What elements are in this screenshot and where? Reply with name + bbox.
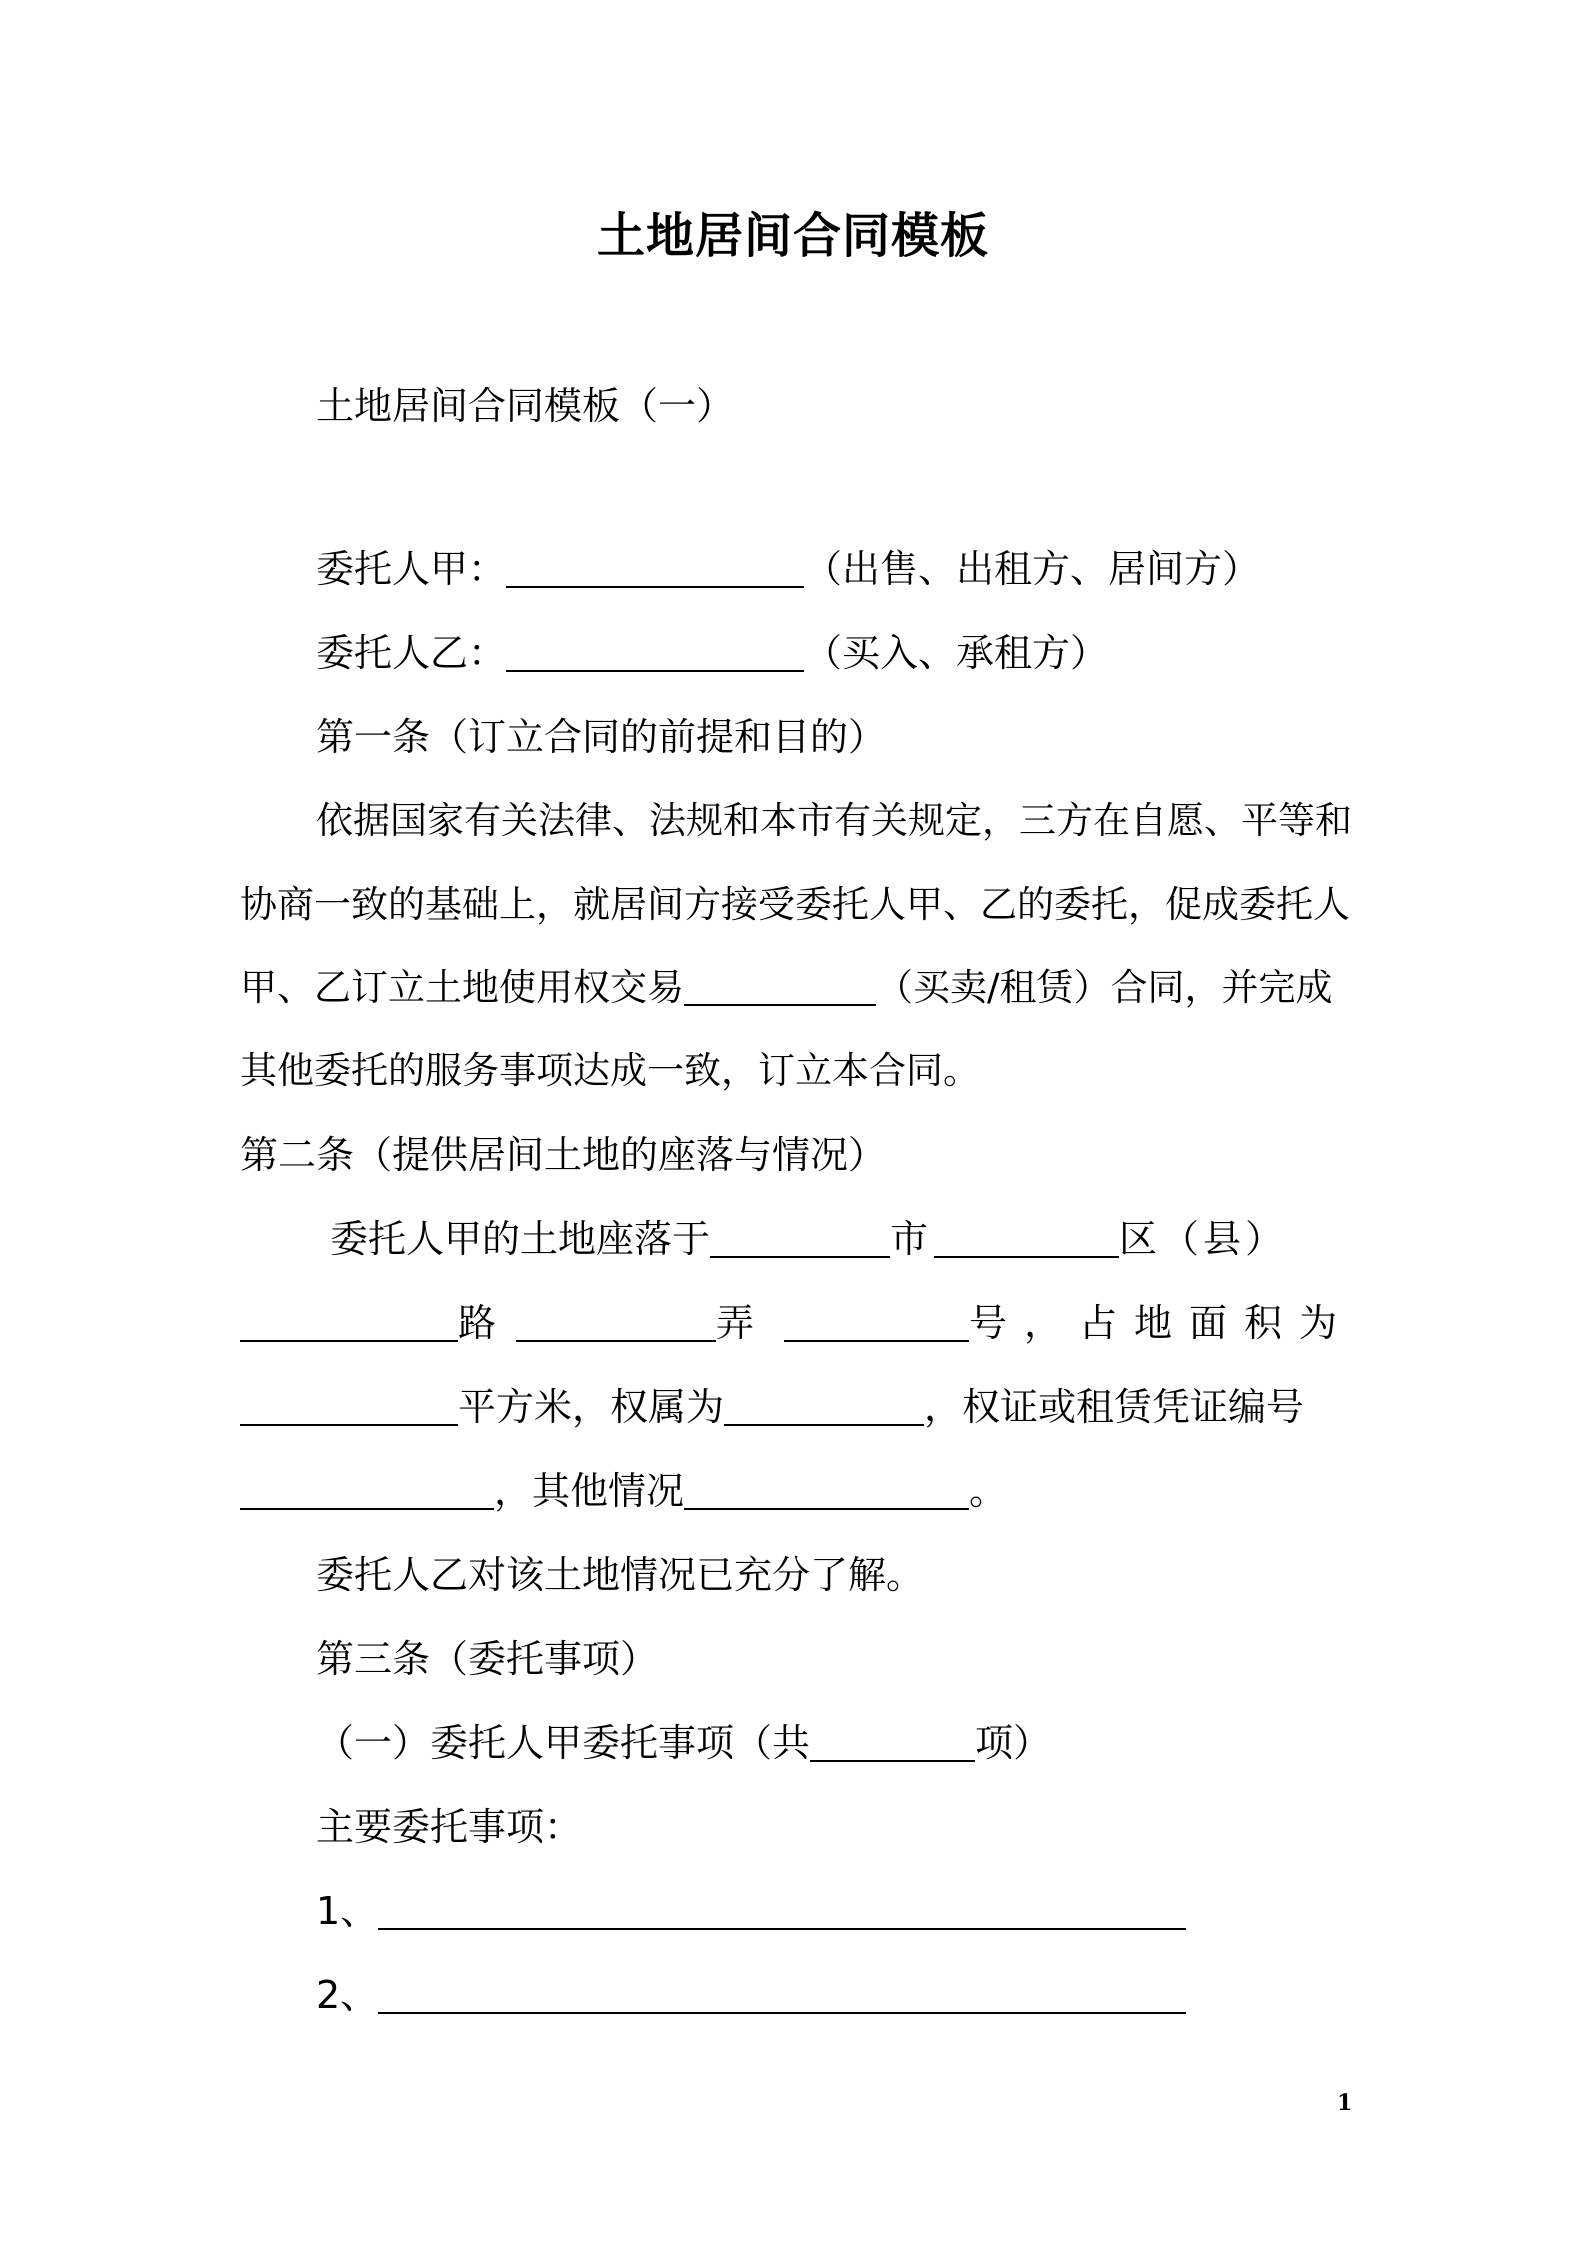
other-info-blank	[684, 1468, 969, 1510]
ownership-blank	[724, 1384, 924, 1426]
party-a-blank	[506, 546, 804, 588]
lane-blank	[516, 1300, 716, 1342]
party-b-acknowledgement: 委托人乙对该土地情况已充分了解。	[316, 1553, 925, 1597]
main-items-label: 主要委托事项：	[316, 1805, 583, 1849]
number-blank	[784, 1300, 969, 1342]
article-1-text: 协商一致的基础上，就居间方接受委托人甲、乙的委托，促成委托人	[240, 883, 1350, 926]
city-blank	[710, 1216, 890, 1258]
item-2-number: 2、	[316, 1973, 379, 2017]
page-number: 1	[1337, 2090, 1353, 2116]
party-a-label: 委托人甲：	[316, 547, 507, 591]
document-title: 土地居间合同模板	[596, 208, 989, 264]
article-1-heading: 第一条（订立合同的前提和目的）	[316, 715, 887, 759]
item-2-blank	[378, 1972, 1186, 2014]
certificate-blank	[240, 1468, 494, 1510]
other-info-label: ，其他情况	[494, 1469, 685, 1513]
item-1-blank	[378, 1888, 1186, 1930]
period-mark: 。	[969, 1469, 1008, 1513]
road-blank	[240, 1300, 458, 1342]
item-1-number: 1、	[316, 1889, 379, 1933]
area-blank	[240, 1384, 458, 1426]
article-1-text: （买卖/租赁）合同，并完成	[876, 966, 1333, 1009]
district-blank	[934, 1216, 1119, 1258]
party-b-line	[316, 627, 1108, 679]
article-2-location-line1	[330, 1213, 1287, 1265]
party-a-note: （出售、出租方、居间方）	[804, 547, 1261, 591]
trade-type-blank	[684, 964, 876, 1006]
certificate-label: ，权证或租赁凭证编号	[924, 1385, 1305, 1429]
article-2-location-line4	[240, 1465, 1007, 1517]
article-1-text: 依据国家有关法律、法规和本市有关规定，三方在自愿、平等和	[316, 799, 1352, 842]
article-3-sub-a	[316, 1717, 1051, 1769]
item-1-line	[316, 1885, 1186, 1937]
article-3-heading: 第三条（委托事项）	[316, 1637, 659, 1681]
lane-label: 弄	[716, 1301, 755, 1345]
article-2-location-line2	[240, 1297, 1354, 1349]
contract-subtitle: 土地居间合同模板（一）	[316, 384, 735, 428]
article-1-text: 甲、乙订立土地使用权交易	[240, 966, 684, 1009]
road-label: 路	[458, 1301, 497, 1345]
article-1-text: 其他委托的服务事项达成一致，订立本合同。	[240, 1049, 980, 1092]
party-b-label: 委托人乙：	[316, 631, 507, 675]
city-label: 市	[890, 1217, 929, 1261]
item-2-line	[316, 1969, 1186, 2021]
entrust-count-blank	[810, 1720, 975, 1762]
article-2-heading: 第二条（提供居间土地的座落与情况）	[240, 1133, 887, 1177]
entrust-count-label: （一）委托人甲委托事项（共	[316, 1721, 811, 1765]
party-b-blank	[506, 630, 804, 672]
article-2-location-line3	[240, 1381, 1304, 1433]
entrust-count-suffix: 项）	[975, 1721, 1052, 1765]
area-label: 号，占地面积为	[969, 1301, 1355, 1345]
party-a-line	[316, 543, 1260, 595]
district-label: 区（县）	[1119, 1217, 1288, 1261]
ownership-label: 平方米，权属为	[458, 1385, 725, 1429]
location-label: 委托人甲的土地座落于	[330, 1217, 711, 1261]
party-b-note: （买入、承租方）	[804, 631, 1109, 675]
article-1-text-line3	[240, 962, 1332, 1014]
